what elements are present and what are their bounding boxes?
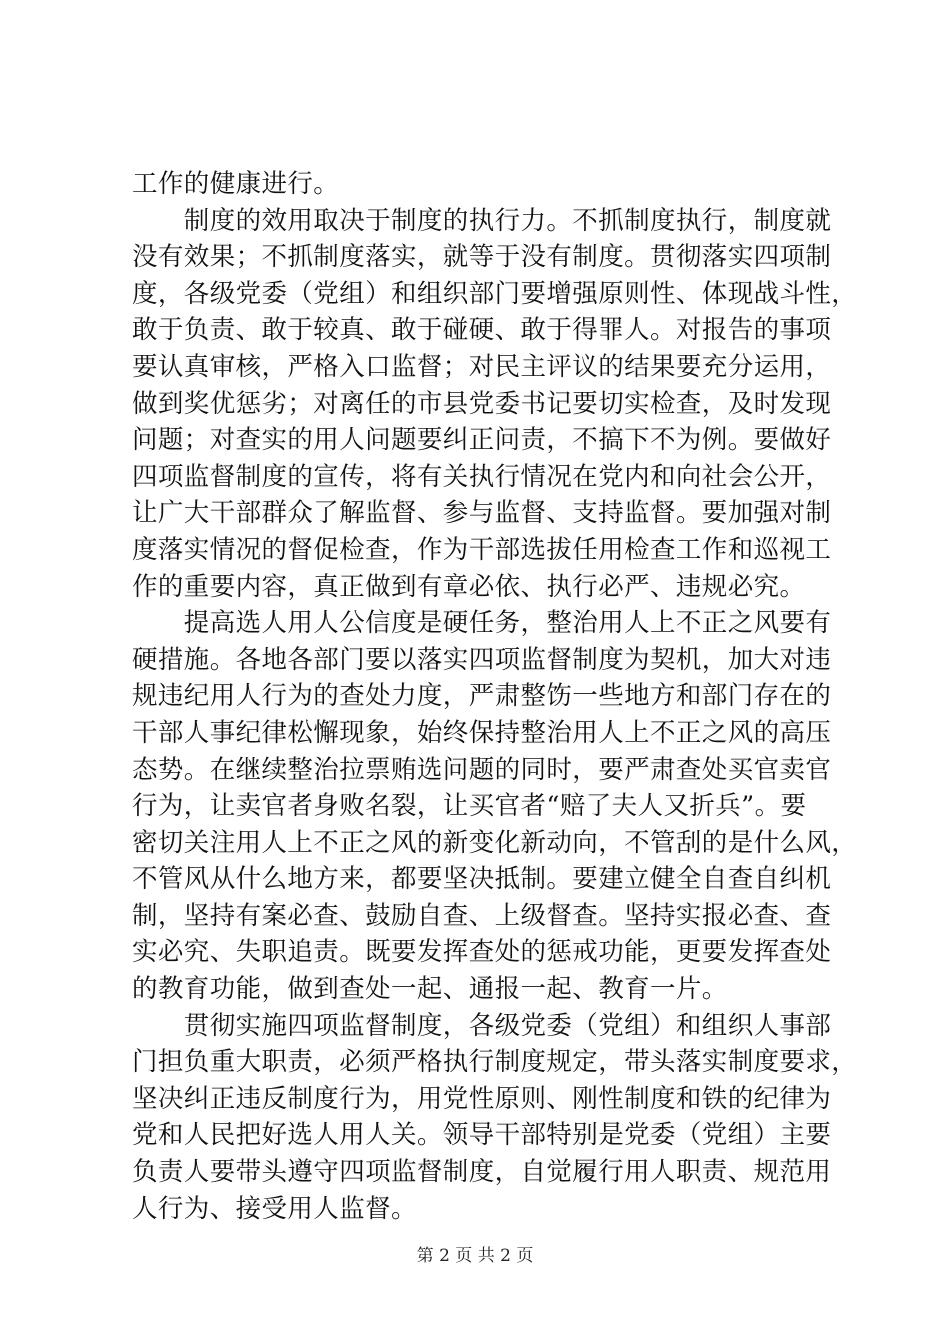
text-line: 做到奖优惩劣；对离任的市县党委书记要切实检查，及时发现 [132, 388, 832, 419]
text-line: 坚决纠正违反制度行为，用党性原则、刚性制度和铁的纪律为 [132, 1083, 832, 1114]
text-line: 要认真审核，严格入口监督；对民主评议的结果要充分运用， [132, 351, 832, 382]
text-line: 作的重要内容，真正做到有章必依、执行必严、违规必究。 [132, 571, 806, 602]
text-line: 负责人要带头遵守四项监督制度，自觉履行用人职责、规范用 [132, 1157, 832, 1188]
text-line: 提高选人用人公信度是硬任务，整治用人上不正之风要有 [132, 608, 832, 639]
text-line: 度，各级党委（党组）和组织部门要增强原则性、体现战斗性， [132, 278, 858, 309]
text-line: 密切关注用人上不正之风的新变化新动向，不管刮的是什么风， [132, 827, 858, 858]
text-line: 干部人事纪律松懈现象，始终保持整治用人上不正之风的高压 [132, 717, 832, 748]
text-line: 的教育功能，做到查处一起、通报一起、教育一片。 [132, 974, 728, 1005]
text-line: 制度的效用取决于制度的执行力。不抓制度执行，制度就 [132, 205, 832, 236]
text-line: 没有效果；不抓制度落实，就等于没有制度。贯彻落实四项制 [132, 242, 832, 273]
text-line: 敢于负责、敢于较真、敢于碰硬、敢于得罪人。对报告的事项 [132, 315, 832, 346]
text-line: 态势。在继续整治拉票贿选问题的同时，要严肃查处买官卖官 [132, 754, 832, 785]
text-line: 不管风从什么地方来，都要坚决抵制。要建立健全自查自纠机 [132, 864, 832, 895]
text-line: 党和人民把好选人用人关。领导干部特别是党委（党组）主要 [132, 1120, 832, 1151]
body-text [132, 166, 858, 1227]
text-line: 工作的健康进行。 [132, 169, 340, 199]
text-line: 问题；对查实的用人问题要纠正问责，不搞下不为例。要做好 [132, 425, 832, 456]
text-line: 规违纪用人行为的查处力度，严肃整饬一些地方和部门存在的 [132, 681, 832, 712]
text-line: 实必究、失职追责。既要发挥查处的惩戒功能，更要发挥查处 [132, 937, 832, 968]
text-line: 度落实情况的督促检查，作为干部选拔任用检查工作和巡视工 [132, 534, 832, 565]
text-line: 让广大干部群众了解监督、参与监督、支持监督。要加强对制 [132, 498, 832, 529]
text-line: 人行为、接受用人监督。 [132, 1193, 417, 1224]
text-line: 行为，让卖官者身败名裂，让买官者“赔了夫人又折兵”。要 [132, 791, 807, 822]
page-footer: 第 2 页 共 2 页 [416, 1246, 534, 1266]
text-line: 门担负重大职责，必须严格执行制度规定，带头落实制度要求， [132, 1047, 858, 1078]
text-line: 硬措施。各地各部门要以落实四项监督制度为契机，加大对违 [132, 644, 832, 675]
text-line: 贯彻实施四项监督制度，各级党委（党组）和组织人事部 [132, 1010, 832, 1041]
text-line: 四项监督制度的宣传，将有关执行情况在党内和向社会公开， [132, 461, 832, 492]
text-line: 制，坚持有案必查、鼓励自查、上级督查。坚持实报必查、查 [132, 900, 832, 931]
